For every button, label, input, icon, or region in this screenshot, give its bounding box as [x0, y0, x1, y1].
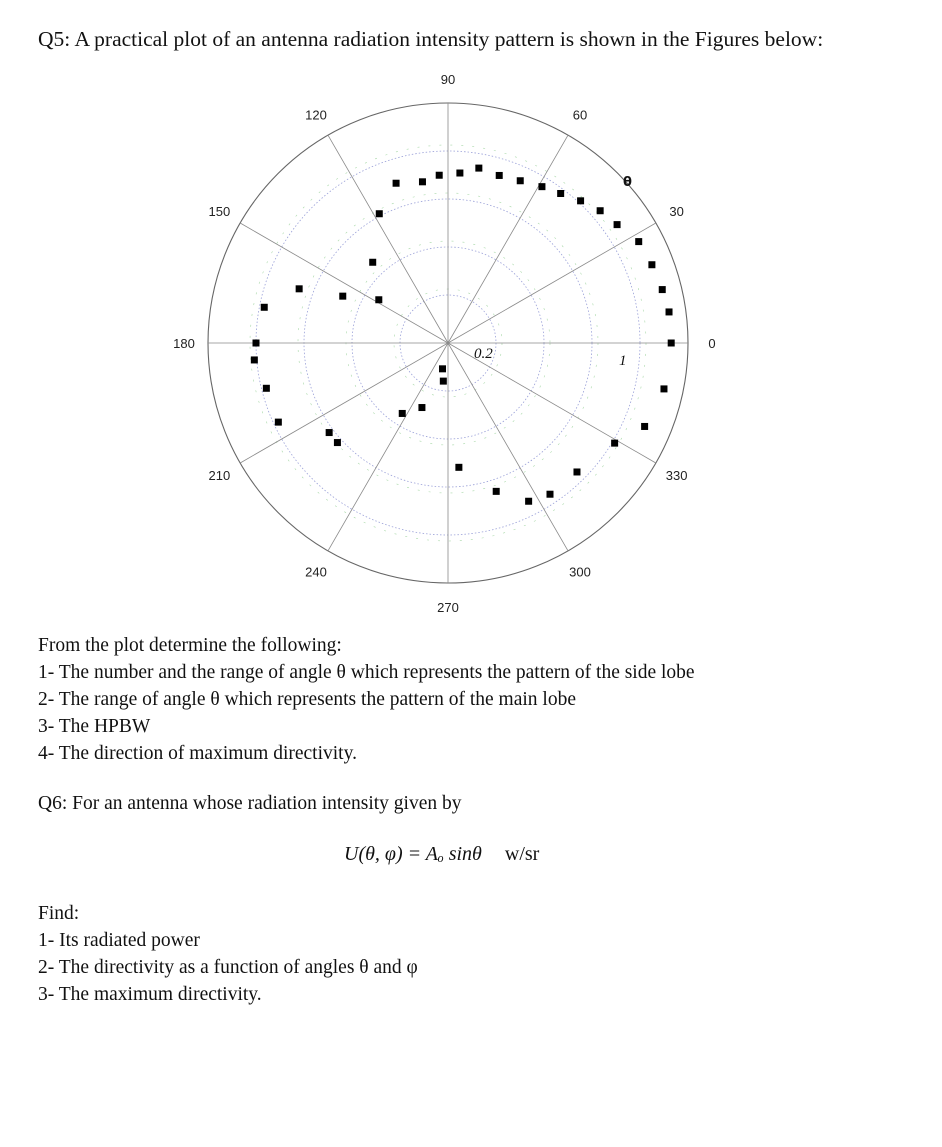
data-point	[251, 356, 258, 363]
radius-label-0-2: 0.2	[474, 346, 493, 362]
data-point	[418, 404, 425, 411]
data-point	[475, 165, 482, 172]
determine-intro: From the plot determine the following:	[38, 635, 342, 656]
q5-title: Q5: A practical plot of an antenna radiation intensity pattern is shown in the Figures below:	[38, 27, 824, 51]
angle-tick-label: 90	[440, 72, 456, 87]
formula-expression: U(θ, φ) = Aₒ sinθ	[344, 843, 482, 865]
data-point	[611, 440, 618, 447]
data-point	[538, 183, 545, 190]
angle-tick-label: 0	[708, 336, 716, 351]
angle-tick-label: 300	[569, 564, 591, 580]
data-point	[666, 308, 673, 315]
data-point	[517, 177, 524, 184]
data-point	[635, 238, 642, 245]
determine-item: 2- The range of angle θ which represents the pattern of the main lobe	[38, 689, 576, 710]
angle-tick-label: 150	[208, 204, 231, 219]
data-point	[659, 286, 666, 293]
data-point	[573, 468, 580, 475]
data-point	[648, 261, 655, 268]
data-point	[660, 385, 667, 392]
data-point	[296, 285, 303, 292]
data-point	[275, 419, 282, 426]
data-point	[369, 259, 376, 266]
find-item: 1- Its radiated power	[38, 930, 200, 951]
data-point	[440, 378, 447, 385]
find-item: 3- The maximum directivity.	[38, 984, 262, 1005]
data-point	[263, 385, 270, 392]
q6-title-text: Q6: For an antenna whose radiation intensity given by	[38, 793, 462, 814]
data-point	[455, 464, 462, 471]
q6-title	[38, 790, 462, 817]
data-point	[597, 207, 604, 214]
determine-item: 3- The HPBW	[38, 716, 151, 737]
data-point	[339, 293, 346, 300]
intensity-formula	[344, 843, 539, 866]
angle-tick-label: 210	[208, 468, 231, 483]
q6-find-list	[38, 900, 418, 1008]
data-point	[334, 439, 341, 446]
data-point	[439, 365, 446, 372]
data-point	[493, 488, 500, 495]
data-point	[641, 423, 648, 430]
angle-tick-label: 60	[572, 107, 588, 123]
data-point	[496, 172, 503, 179]
radius-label-1: 1	[619, 353, 627, 369]
angle-tick-label: 30	[669, 204, 684, 219]
data-point	[326, 429, 333, 436]
data-point	[261, 304, 268, 311]
find-item: 2- The directivity as a function of angles θ and φ	[38, 957, 418, 978]
data-point	[668, 340, 675, 347]
angle-tick-label: 270	[437, 600, 459, 615]
theta-label: θ	[623, 175, 632, 190]
find-label: Find:	[38, 903, 80, 924]
formula-unit: w/sr	[504, 843, 540, 865]
q5-questions	[38, 632, 695, 767]
data-point	[419, 178, 426, 185]
data-point	[557, 190, 564, 197]
angle-tick-label: 330	[665, 468, 688, 483]
data-point	[399, 410, 406, 417]
polar-grid	[208, 103, 688, 583]
data-point	[525, 498, 532, 505]
data-point	[456, 170, 463, 177]
data-point	[436, 172, 443, 179]
data-point	[253, 340, 260, 347]
data-point	[546, 491, 553, 498]
data-point	[375, 296, 382, 303]
data-point	[393, 180, 400, 187]
data-point	[614, 221, 621, 228]
determine-item: 4- The direction of maximum directivity.	[38, 743, 357, 764]
data-point	[376, 210, 383, 217]
angle-tick-label: 180	[173, 336, 195, 351]
angle-tick-label: 240	[305, 564, 327, 580]
angle-tick-label: 120	[305, 107, 327, 123]
data-point	[577, 197, 584, 204]
determine-item: 1- The number and the range of angle θ which represents the pattern of the side lobe	[38, 662, 695, 683]
